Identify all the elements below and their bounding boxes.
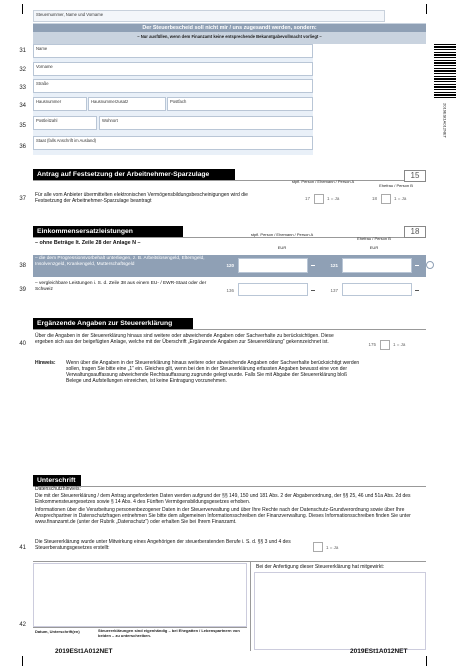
row-number: 39 [19, 287, 26, 293]
code-120: 120 [226, 263, 234, 268]
row-number: 34 [19, 103, 26, 109]
street-field[interactable] [33, 79, 313, 93]
column-a-header: stpfl. Person / Ehemann / Person A [250, 232, 314, 237]
divider-vertical [250, 561, 251, 651]
section-title-ergaenzend: Ergänzende Angaben zur Steuererklärung [33, 318, 193, 329]
amount-136-input[interactable] [238, 283, 308, 296]
eur-label: EUR [277, 245, 287, 250]
house-number-field[interactable] [33, 97, 87, 111]
row-number: 33 [19, 85, 26, 91]
footer-code-left: 2019ESt1A012NET [55, 648, 113, 655]
section-rule [33, 329, 426, 330]
column-b-header: Ehefrau / Person B [357, 236, 391, 241]
preparer-field[interactable] [254, 572, 426, 650]
hint-text: Wenn über die Angaben in der Steuererklärung hinaus weitere oder abweichende Angaben oder Sachverhalte berücksichtigt werden sollen, tragen Sie bitte eine „1“ ein. Gleiches gilt, wenn bei den in der Steuererklärung erfassten Angaben bewusst eine von der Verwaltungsauffassung abweichende Rechtsauffassung zugrunde gelegt wurde. Falls Sie mit Abgabe der Steuererklärung bloß Belege und Aufstellungen einreichen, ist keine Eintragung vorzunehmen. [66, 360, 360, 384]
ja-label: 1 = Ja [327, 196, 340, 201]
row-40-text: Über die Angaben in der Steuererklärung hinaus sind weitere oder abweichende Angaben oder Sachverhalte zu berücksichtigen. Diese ergeben sich aus der beigefügten Anlage, welche mit der Überschrift „Ergänzende Angaben zur Steuererklärung“ gekennzeichnet ist. [35, 333, 334, 345]
code-17: 17 [304, 196, 310, 201]
separator-dash [311, 265, 315, 266]
amount-120-input[interactable] [238, 258, 308, 273]
checkbox-ergaenzend[interactable] [380, 340, 390, 350]
tax-number-name-field[interactable] [33, 10, 385, 22]
code-121: 121 [330, 263, 338, 268]
preparer-label: Bei der Anfertigung dieser Steuererklärung hat mitgewirkt: [256, 564, 385, 570]
tax-number-label: Steuernummer, Name und Vorname [36, 12, 104, 17]
ja-label: 1 = Ja [393, 342, 406, 347]
row-number: 41 [19, 545, 26, 551]
banner-title: Der Steuerbescheid soll nicht mir / uns zugesandt werden, sondern: [33, 24, 426, 32]
row-number: 40 [19, 341, 26, 347]
row-number: 38 [19, 263, 26, 269]
section-number-box: 15 [404, 170, 426, 182]
name-label: Name [36, 46, 48, 51]
country-field[interactable] [33, 136, 313, 150]
first-name-field[interactable] [33, 62, 313, 76]
signature-area[interactable] [33, 563, 247, 627]
first-name-label: Vorname [36, 64, 53, 69]
barcode [434, 44, 456, 100]
privacy-text-1: Die mit der Steuererklärung / dem Antrag angeforderten Daten werden aufgrund der §§ 149, 150 und 181 Abs. 2 der Abgabenordnung, der §§ 25, 46 und 51a Abs. 2d des Einkommensteuergesetzes sowie § 14 Abs. 4 des Fünften Vermögensbildungsgesetzes erhoben. [35, 493, 411, 505]
po-box-label: Postfach [170, 99, 187, 104]
privacy-label: Datenschutzhinweis: [35, 486, 81, 492]
code-136: 136 [226, 288, 234, 293]
house-number-label: Hausnummer [36, 99, 62, 104]
ja-label: 1 = Ja [326, 545, 339, 550]
hint-label: Hinweis: [35, 360, 56, 366]
row-41-text: Die Steuererklärung wurde unter Mitwirkung eines Angehörigen der steuerberatenden Berufe i. S. d. §§ 3 und 4 des Steuerberatungsgesetzes erstellt: [35, 539, 291, 551]
amount-121-input[interactable] [342, 258, 412, 273]
row-number: 32 [19, 67, 26, 73]
section-rule [33, 486, 426, 487]
signature-date-label: Datum, Unterschrift(en) [35, 629, 80, 634]
code-137: 137 [330, 288, 338, 293]
ja-label: 1 = Ja [394, 196, 407, 201]
code-18: 18 [371, 196, 377, 201]
section-title-unterschrift: Unterschrift [33, 475, 81, 486]
street-label: Straße [36, 81, 49, 86]
eur-label: EUR [369, 245, 379, 250]
corner-mark [426, 656, 427, 666]
row-number: 35 [19, 123, 26, 129]
divider [33, 561, 426, 562]
section-title-sparzulage: Antrag auf Festsetzung der Arbeitnehmer-Sparzulage [33, 169, 235, 180]
postal-code-label: Postleitzahl [36, 118, 58, 123]
row-number: 36 [19, 144, 26, 150]
privacy-text-2: Informationen über die Verarbeitung personenbezogener Daten in der Steuerverwaltung und über Ihre Rechte nach der Datenschutz-Grundverordnung sowie über Ihre Ansprechpartner in Datenschutzfragen entnehmen Sie bitte dem allgemeinen Informationsschreiben der Finanzverwaltung. Dieses Informationsschreiben finden Sie unter www.finanzamt.de (unter der Rubrik „Datenschutz“) oder erhalten Sie bei Ihrem Finanzamt. [35, 507, 411, 525]
corner-mark [22, 656, 23, 666]
side-code: 2019ESt1A012NET [442, 103, 448, 138]
column-b-header: Ehefrau / Person B [379, 183, 413, 188]
postal-code-field[interactable] [33, 116, 97, 130]
row-arrow-icon [426, 261, 434, 269]
corner-mark [22, 4, 23, 14]
city-field[interactable] [99, 116, 313, 130]
amount-137-input[interactable] [342, 283, 412, 296]
separator-dash [415, 290, 419, 291]
row-number: 31 [19, 48, 26, 54]
separator-dash [311, 290, 315, 291]
einkommen-subtitle: – ohne Beträge lt. Zeile 28 der Anlage N – [35, 240, 141, 246]
name-field[interactable] [33, 44, 313, 58]
row-38-text: – die dem Progressionsvorbehalt unterliegen, z. B. Arbeitslosengeld, Elterngeld, Insolvenzgeld, Krankengeld, Mutterschaftsgeld [35, 256, 205, 267]
house-number-suffix-label: Hausnummerzusatz [91, 99, 129, 104]
section-rule [33, 180, 426, 181]
po-box-field[interactable] [167, 97, 313, 111]
address-banner [33, 23, 426, 44]
column-a-header: stpfl. Person / Ehemann / Person A [291, 179, 355, 184]
checkbox-person-b[interactable] [381, 194, 391, 204]
code-175: 175 [368, 342, 376, 347]
row-37-text: Für alle vom Anbieter übermittelten elektronischen Vermögensbildungsbescheinigungen wird die Festsetzung der Arbeitnehmer-Sparzulage beantragt [35, 192, 248, 204]
banner-subtitle: – Nur ausfüllen, wenn dem Finanzamt keine entsprechende Bekanntgabevollmacht vorliegt – [137, 34, 322, 39]
checkbox-person-a[interactable] [314, 194, 324, 204]
footer-code-right: 2019ESt1A012NET [350, 648, 408, 655]
section-title-einkommen: Einkommensersatzleistungen [33, 226, 183, 237]
house-number-suffix-field[interactable] [88, 97, 166, 111]
signature-note: Steuererklärungen sind eigenhändig – bei Ehegatten / Lebenspartnern von beiden – zu unterschreiben. [98, 628, 240, 638]
city-label: Wohnort [102, 118, 118, 123]
checkbox-tax-advisor[interactable] [313, 542, 323, 552]
row-number: 37 [19, 196, 26, 202]
separator-dash [415, 265, 419, 266]
row-number: 42 [19, 622, 26, 628]
country-label: Staat (falls Anschrift im Ausland) [36, 138, 97, 143]
row-39-text: – vergleichbare Leistungen i. S. d. Zeile 38 aus einem EU- / EWR-Staat oder der Schweiz [35, 281, 207, 292]
corner-mark [426, 4, 427, 14]
section-number-box: 18 [404, 226, 426, 238]
